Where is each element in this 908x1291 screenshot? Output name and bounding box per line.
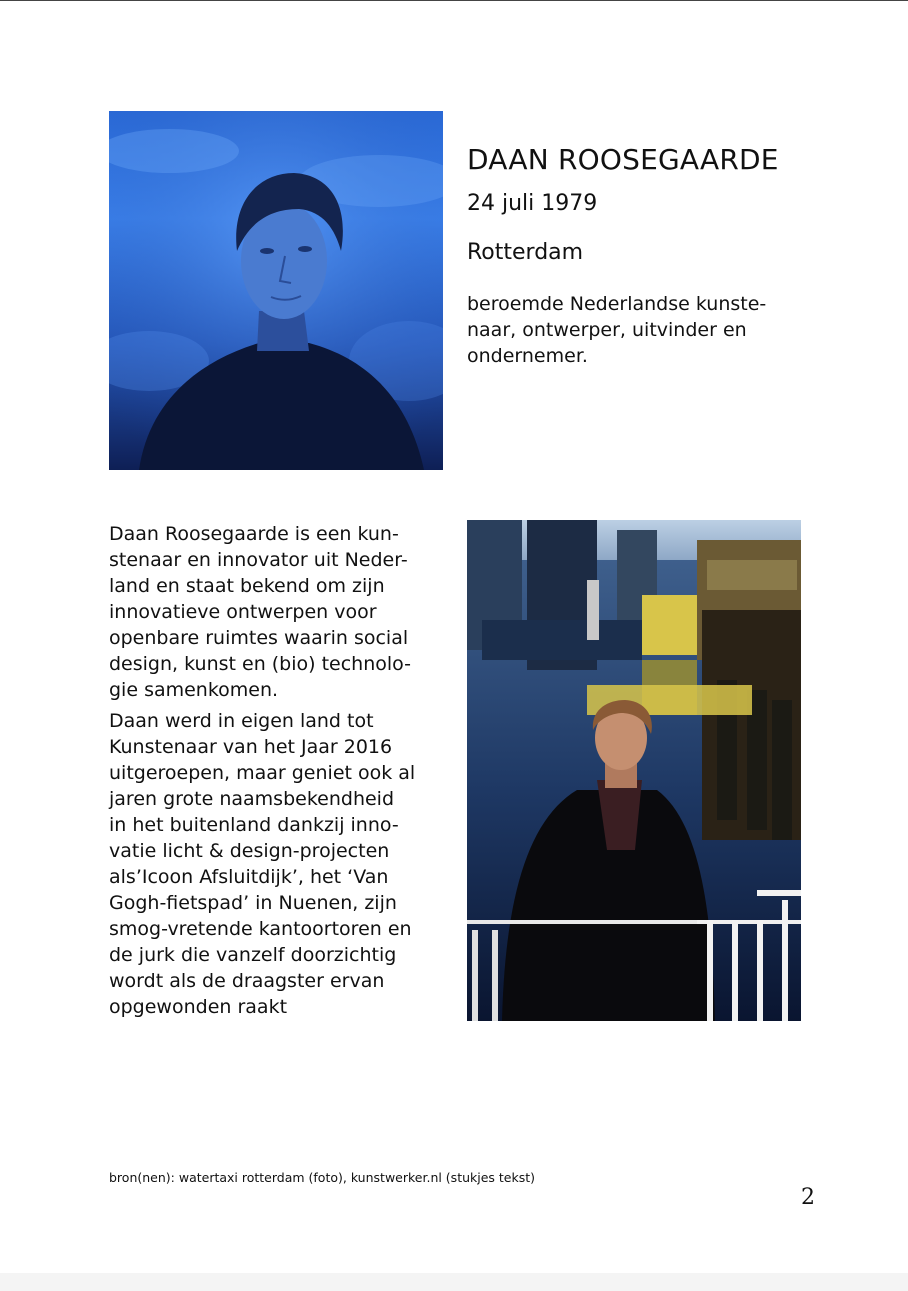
text-line: stenaar en innovator uit Neder- bbox=[109, 549, 408, 571]
text-line: in het buitenland dankzij inno- bbox=[109, 814, 399, 836]
portrait-illustration bbox=[109, 111, 443, 470]
water-taxi-illustration bbox=[467, 520, 801, 1021]
text-line: design, kunst en (bio) technolo- bbox=[109, 653, 412, 675]
text-line: jaren grote naamsbekendheid bbox=[109, 788, 395, 810]
text-line: Gogh-fietspad’ in Nuenen, zijn bbox=[109, 892, 397, 914]
tagline-line: naar, ontwerper, uitvinder en bbox=[467, 319, 747, 341]
top-rule bbox=[0, 0, 908, 1]
text-line: wordt als de draagster ervan bbox=[109, 970, 385, 992]
text-line: land en staat bekend om zijn bbox=[109, 575, 385, 597]
text-line: opgewonden raakt bbox=[109, 996, 288, 1018]
page-bottom-band bbox=[0, 1273, 908, 1291]
text-line: vatie licht & design-projecten bbox=[109, 840, 390, 862]
text-line: smog-vretende kantoortoren en bbox=[109, 918, 412, 940]
image-sources-note: bron(nen): watertaxi rotterdam (foto), kunstwerker.nl (stukjes tekst) bbox=[109, 1170, 536, 1185]
birth-date: 24 juli 1979 bbox=[467, 191, 598, 216]
birth-city: Rotterdam bbox=[467, 240, 584, 265]
text-line: gie samenkomen. bbox=[109, 679, 279, 701]
text-line: als’Icoon Afsluitdijk’, het ‘Van bbox=[109, 866, 389, 888]
tagline-line: beroemde Nederlandse kunste- bbox=[467, 293, 767, 315]
text-line: de jurk die vanzelf doorzichtig bbox=[109, 944, 397, 966]
text-line: openbare ruimtes waarin social bbox=[109, 627, 409, 649]
text-line: Daan Roosegaarde is een kun- bbox=[109, 523, 399, 545]
biography-paragraph-2 bbox=[109, 708, 454, 1020]
water-taxi-photo bbox=[467, 520, 801, 1021]
text-line: Daan werd in eigen land tot bbox=[109, 710, 374, 732]
tagline-line: ondernemer. bbox=[467, 345, 588, 367]
text-line: innovatieve ontwerpen voor bbox=[109, 601, 377, 623]
artist-name: DAAN ROOSEGAARDE bbox=[467, 143, 779, 176]
biography-text bbox=[109, 521, 454, 1020]
page-number: 2 bbox=[801, 1185, 815, 1210]
biography-paragraph-1 bbox=[109, 521, 454, 703]
text-line: Kunstenaar van het Jaar 2016 bbox=[109, 736, 393, 758]
text-line: uitgeroepen, maar geniet ook al bbox=[109, 762, 416, 784]
tagline bbox=[467, 291, 812, 369]
portrait-photo bbox=[109, 111, 443, 470]
